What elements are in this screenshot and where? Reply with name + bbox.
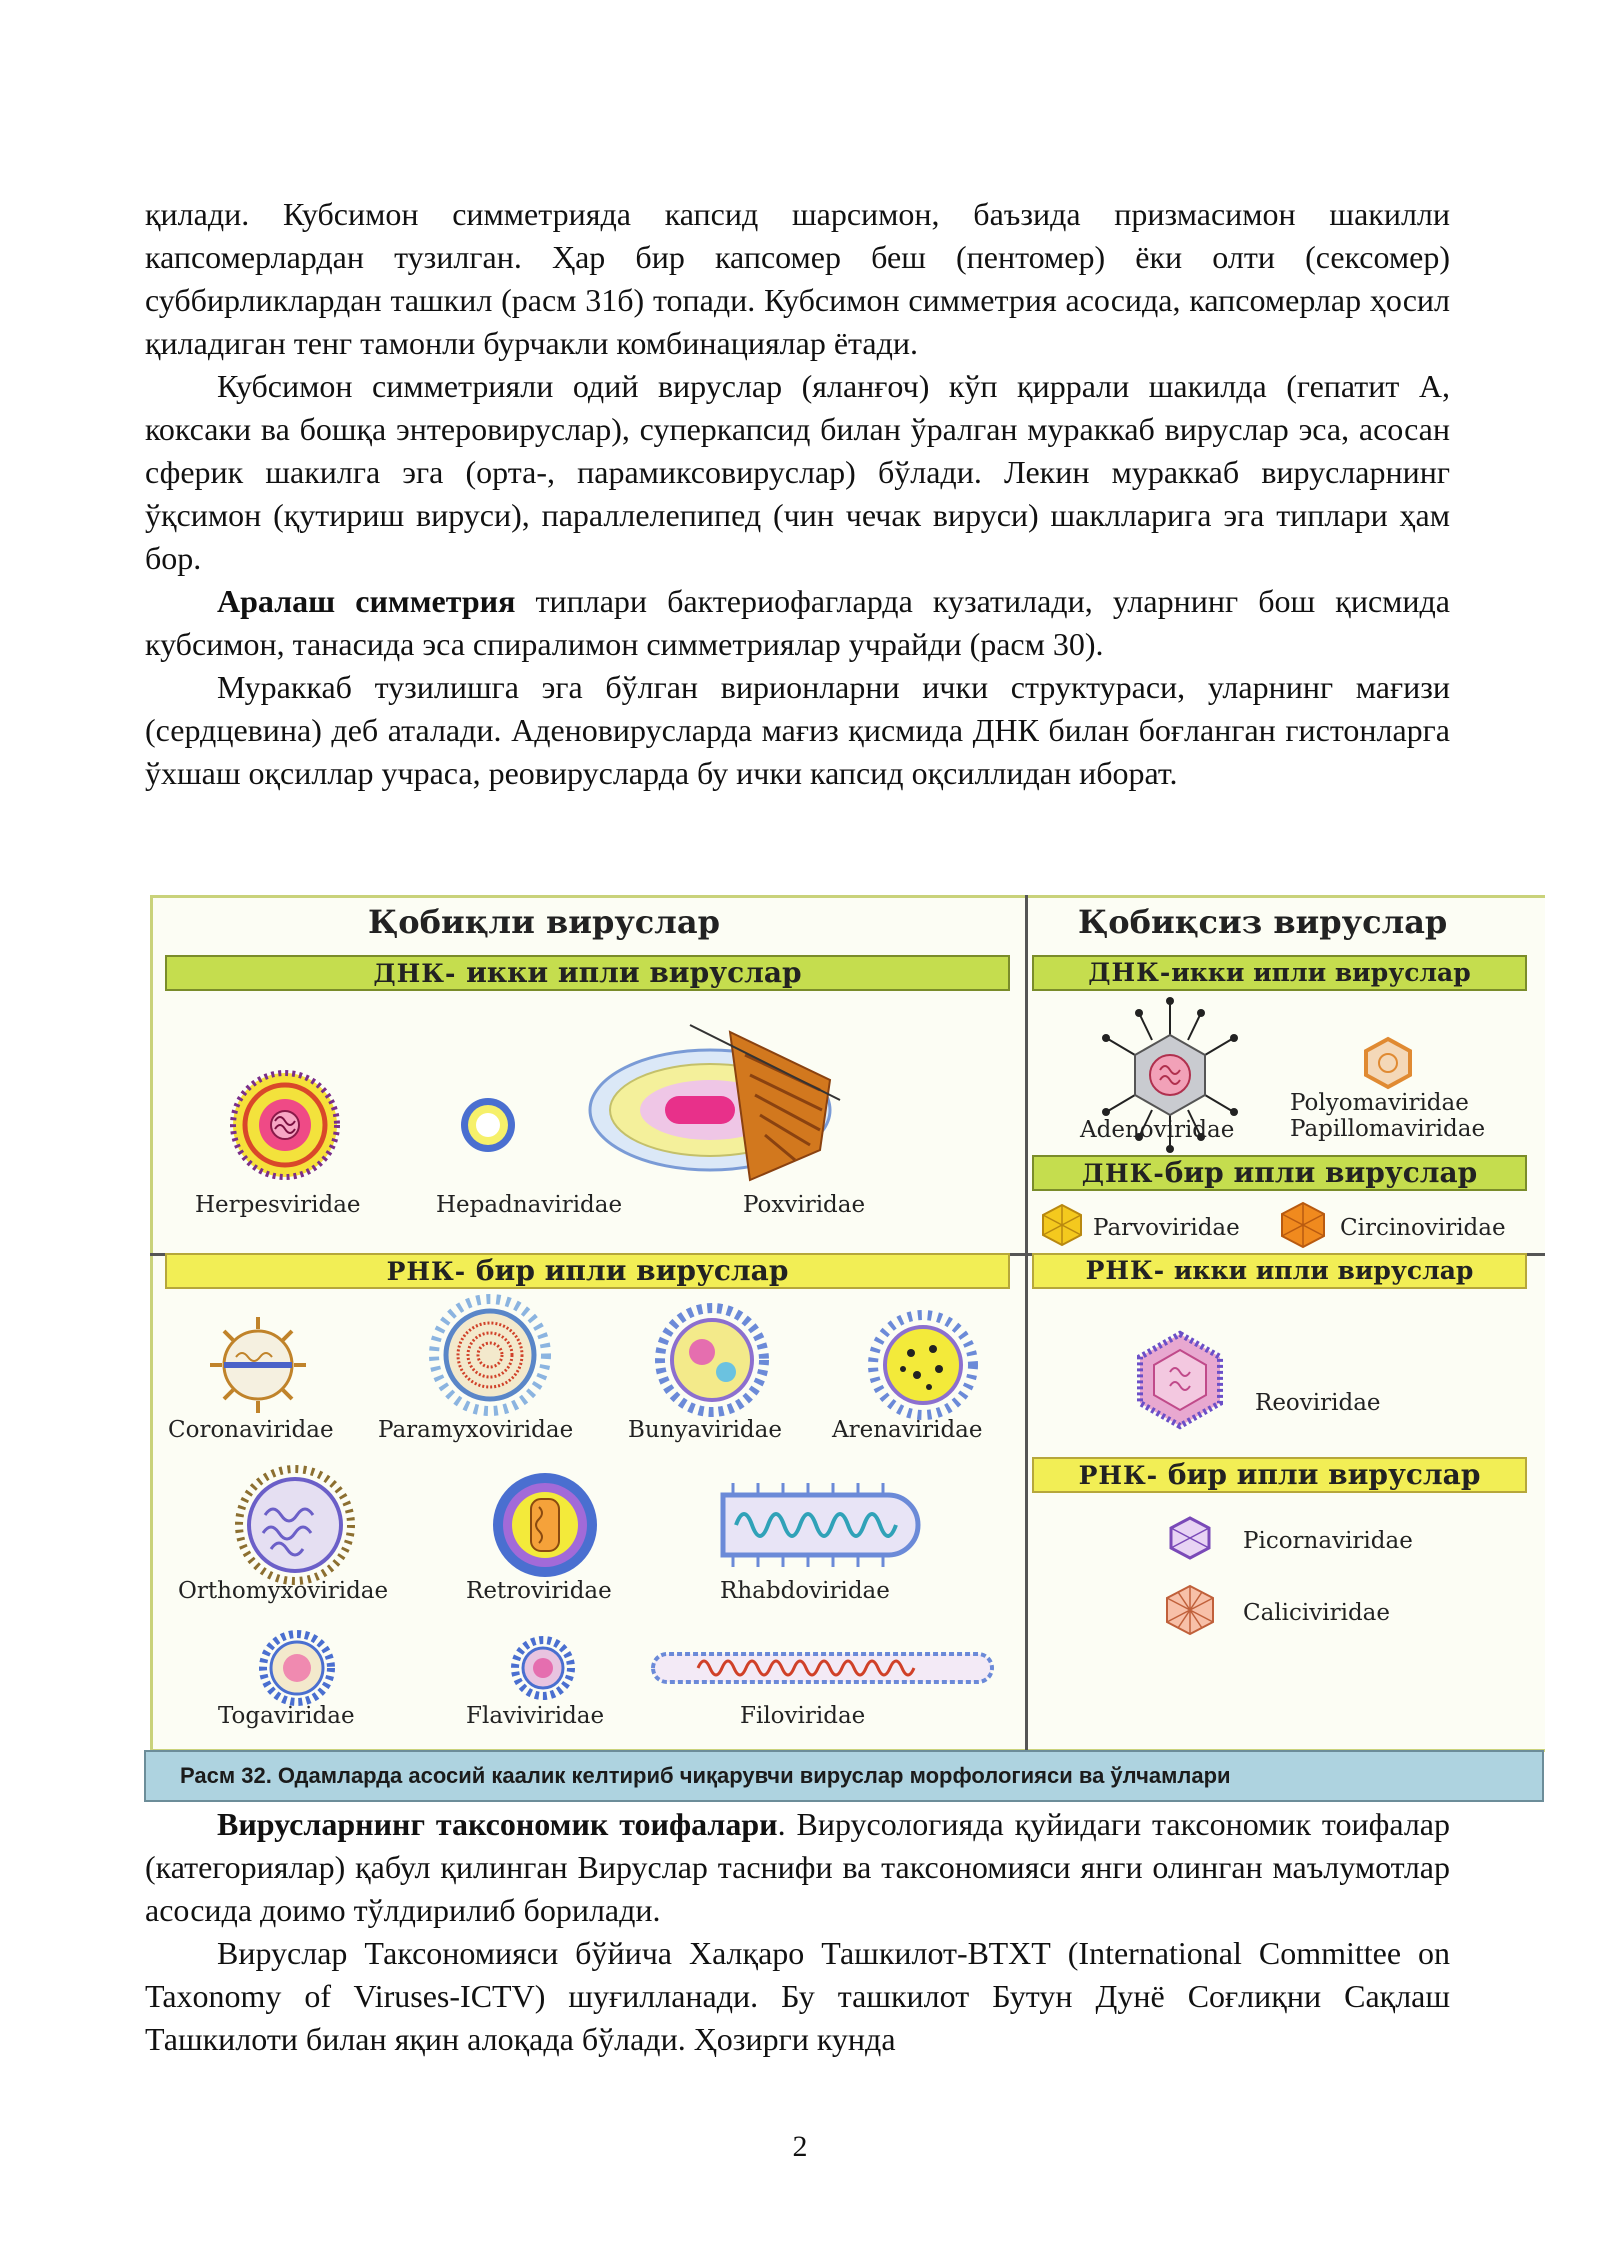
heading-taxonomic-categories: Вирусларнинг таксономик тоифалари (217, 1806, 778, 1842)
bunyaviridae-illustration (660, 1308, 764, 1412)
band-dna-double-naked (1032, 955, 1527, 991)
band-text: бир ипли вируслар (1158, 1458, 1481, 1491)
label-papillomaviridae: Papillomaviridae (1290, 1116, 1486, 1142)
band-prefix: ДНК- (373, 959, 457, 988)
polyomaviridae-illustration (1366, 1039, 1410, 1087)
caliciviridae-illustration (1167, 1586, 1213, 1634)
paragraph-mixed-symmetry-text: типлари бактериофагларда кузатилади, уларнинг бош қисмида кубсимон, танасида эса спиралимон симметриялар учрайди (расм 30). (145, 583, 1451, 662)
band-prefix: ДНК- (1088, 958, 1172, 987)
band-text: икки ипли вируслар (1171, 958, 1471, 987)
band-prefix: РНК- (1085, 1256, 1166, 1285)
figure-caption: Расм 32. Одамларда асосий каалик келтириб чиқарувчи вируслар морфологияси ва ўлчамлари (144, 1750, 1544, 1802)
virus-morphology-figure (150, 895, 1545, 1788)
band-text: бир ипли вируслар (466, 1254, 789, 1287)
band-dna-double-enveloped (165, 955, 1010, 991)
paramyxoviridae-illustration (434, 1299, 546, 1411)
arenaviridae-illustration (873, 1315, 973, 1415)
paragraph-continuation: қилади. Кубсимон симметрияда капсид шарсимон, баъзида призмасимон шакилли капсомерлардан тузилган. Ҳар бир капсомер беш (пентомер) ёки олти (сексомер) суббирликлардан ташкил (расм 31б) топади. Кубсимон симметрия асосида, капсомерлар ҳосил қиладиган тенг тамонли бурчакли комбинациялар ётади. (145, 196, 1450, 361)
band-text: икки ипли вируслар (456, 956, 802, 989)
rhabdoviridae-illustration (723, 1483, 918, 1567)
label-togaviridae: Togaviridae (218, 1703, 355, 1729)
paragraph-taxonomy (145, 1803, 1450, 1932)
label-poxviridae: Poxviridae (743, 1192, 866, 1218)
paragraph-mixed-symmetry (145, 580, 1450, 666)
retroviridae-illustration (493, 1473, 597, 1577)
herpesviridae-illustration (233, 1073, 337, 1177)
orthomyxoviridae-illustration (239, 1469, 351, 1581)
label-filoviridae: Filoviridae (740, 1703, 866, 1729)
band-text: икки ипли вируслар (1165, 1256, 1474, 1285)
band-prefix: РНК- (386, 1257, 467, 1286)
label-bunyaviridae: Bunyaviridae (628, 1417, 782, 1443)
label-picornaviridae: Picornaviridae (1243, 1528, 1413, 1554)
top-text-block (145, 193, 1450, 795)
figure-vertical-divider (1025, 895, 1028, 1752)
term-mixed-symmetry: Аралаш симметрия (217, 583, 516, 619)
bottom-text-block (145, 1803, 1450, 2061)
hepadnaviridae-illustration (461, 1098, 515, 1152)
label-caliciviridae: Caliciviridae (1243, 1600, 1391, 1626)
band-rna-single-enveloped (165, 1253, 1010, 1289)
coronaviridae-illustration (210, 1317, 306, 1413)
parvoviridae-illustration (1043, 1205, 1081, 1245)
label-hepadnaviridae: Hepadnaviridae (436, 1192, 623, 1218)
band-rna-single-naked (1032, 1457, 1527, 1493)
poxviridae-illustration (590, 1025, 840, 1180)
reoviridae-illustration (1140, 1334, 1220, 1426)
label-adenoviridae: Adenoviridae (1080, 1117, 1235, 1143)
picornaviridae-illustration (1171, 1518, 1209, 1558)
flaviviridae-illustration (515, 1640, 571, 1696)
band-prefix: РНК- (1078, 1461, 1159, 1490)
filoviridae-illustration (653, 1654, 992, 1682)
paragraph-core-structure: Мураккаб тузилишга эга бўлган вирионларни ички структураси, уларнинг мағизи (сердцевина) деб аталади. Аденовирусларда мағиз қисмида ДНК билан боғланган гистонларга ўхшаш оқсиллар учраса, реовирусларда бу ички капсид оқсиллидан иборат. (145, 669, 1450, 791)
label-reoviridae: Reoviridae (1255, 1390, 1381, 1416)
label-rhabdoviridae: Rhabdoviridae (720, 1578, 890, 1604)
label-orthomyxoviridae: Orthomyxoviridae (178, 1578, 389, 1604)
paragraph-ictv: Вируслар Таксономияси бўйича Халқаро Ташкилот-ВТХТ (International Committee on Taxonomy of Viruses-ICTV) шуғилланади. Бу ташкилот Бутун Дунё Соғлиқни Сақлаш Ташкилоти билан яқин алоқада бўлади. Ҳозирги кунда (145, 1935, 1450, 2057)
paragraph-cubic-symmetry: Кубсимон симметрияли одий вируслар (яланғоч) кўп қиррали шакилда (гепатит А, коксаки ва бошқа энтеровируслар), суперкапсид билан ўралган мураккаб вируслар эса, асосан сферик шакилга эга (орта-, парамиксовируслар) бўлади. Лекин мураккаб вирусларнинг ўқсимон (қутириш вируси), параллелепипед (чин чечак вируси) шаклларига эга типлари ҳам бор. (145, 368, 1450, 576)
togaviridae-illustration (263, 1634, 331, 1702)
band-rna-double-naked (1032, 1253, 1527, 1289)
label-coronaviridae: Coronaviridae (168, 1417, 334, 1443)
page-number: 2 (792, 2130, 808, 2163)
label-arenaviridae: Arenaviridae (832, 1417, 983, 1443)
band-prefix: ДНК- (1081, 1159, 1165, 1188)
label-polyomaviridae: Polyomaviridae (1290, 1090, 1469, 1116)
band-dna-single-naked (1032, 1155, 1527, 1191)
label-circinoviridae: Circinoviridae (1340, 1215, 1506, 1241)
label-parvoviridae: Parvoviridae (1093, 1215, 1240, 1241)
label-flaviviridae: Flaviviridae (466, 1703, 605, 1729)
circinoviridae-illustration (1282, 1203, 1324, 1247)
band-text: бир ипли вируслар (1164, 1156, 1478, 1189)
label-herpesviridae: Herpesviridae (195, 1192, 361, 1218)
non-enveloped-viruses-title: Қобиқсиз вируслар (1078, 903, 1448, 941)
enveloped-viruses-title: Қобиқли вируслар (368, 903, 720, 941)
label-retroviridae: Retroviridae (466, 1578, 612, 1604)
label-paramyxoviridae: Paramyxoviridae (378, 1417, 574, 1443)
paragraph-taxonomy-text: . Вирусологияда қуйидаги таксономик тоифалар (категориялар) қабул қилинган Вируслар таснифи ва таксономияси янги олинган маълумотлар асосида доимо тўлдирилиб борилади. (145, 1806, 1451, 1928)
